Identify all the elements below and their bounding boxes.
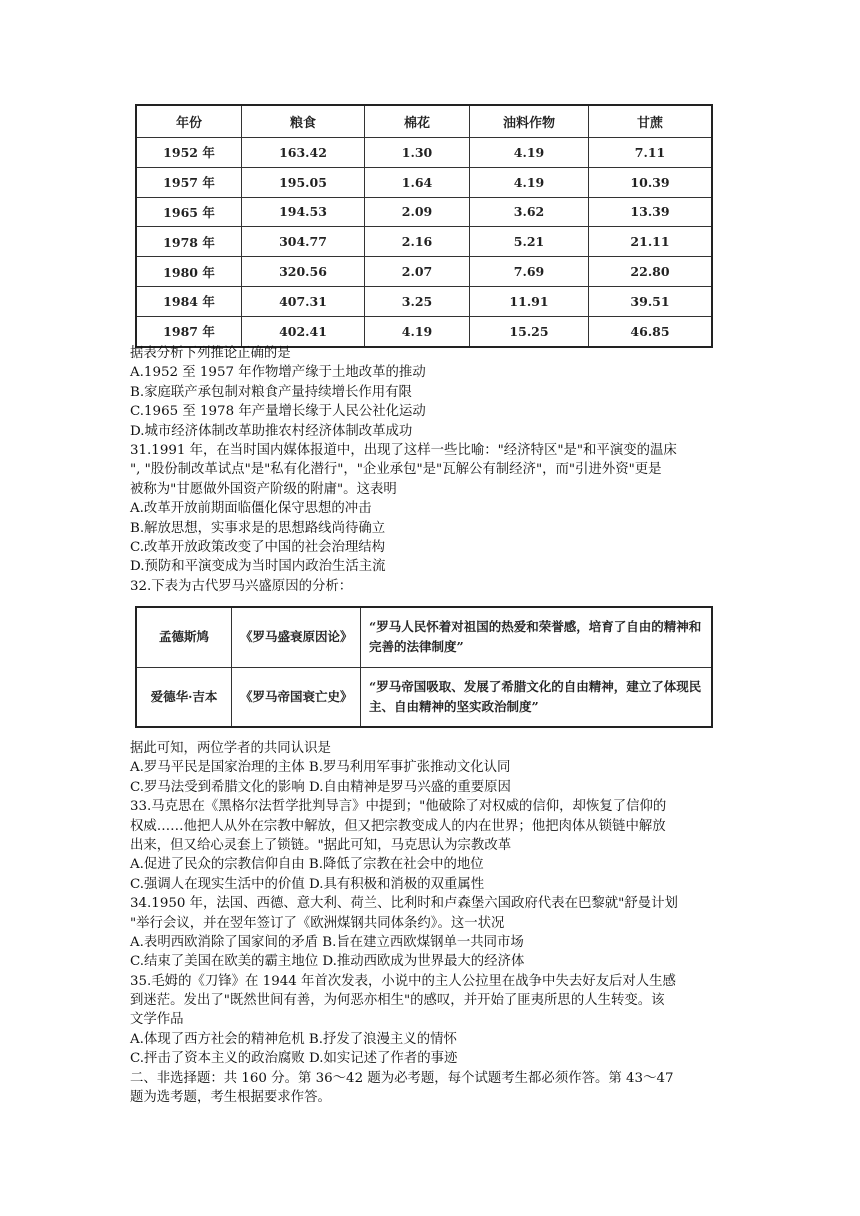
text-line: 34.1950 年，法国、西德、意大利、荷兰、比利时和卢森堡六国政府代表在巴黎就"舒曼计划 xyxy=(130,896,678,912)
text-line: 二、非选择题：共 160 分。第 36～42 题为必考题，每个试题考生都必须作答。第 43～47 xyxy=(130,1070,674,1086)
text-line: D.预防和平演变成为当时国内政治生活主流 xyxy=(130,559,386,575)
text-line: 权威……他把人从外在宗教中解放，但又把宗教变成人的内在世界；他把肉体从锁链中解放 xyxy=(130,818,666,834)
book-cell: 《罗马盛衰原因论》 xyxy=(232,607,361,667)
table-row xyxy=(136,286,712,316)
table-cell: 15.25 xyxy=(470,316,589,346)
table-cell: 1965 年 xyxy=(136,197,242,227)
table-row xyxy=(136,316,712,346)
table-cell: 407.31 xyxy=(242,286,365,316)
text-line: C.改革开放政策改变了中国的社会治理结构 xyxy=(130,539,386,555)
header-oilseed: 油料作物 xyxy=(470,105,589,138)
text-line: C.罗马法受到希腊文化的影响 D.自由精神是罗马兴盛的重要原因 xyxy=(130,779,511,795)
questions-block-2 xyxy=(130,739,678,1107)
table-row xyxy=(136,607,712,667)
text-line: 被称为"甘愿做外国资产阶级的附庸"。这表明 xyxy=(130,481,397,497)
table-cell: 39.51 xyxy=(589,286,713,316)
table-cell: 2.16 xyxy=(365,227,470,257)
crop-output-table xyxy=(135,104,713,348)
table-cell: 2.09 xyxy=(365,197,470,227)
table-cell: 4.19 xyxy=(470,138,589,168)
table-cell: 1.64 xyxy=(365,167,470,197)
text-line: B.家庭联产承包制对粮食产量持续增长作用有限 xyxy=(130,384,412,400)
header-year: 年份 xyxy=(136,105,242,138)
table-cell: 1952 年 xyxy=(136,138,242,168)
author-cell: 爱德华·吉本 xyxy=(136,667,232,727)
table-cell: 304.77 xyxy=(242,227,365,257)
table-cell: 320.56 xyxy=(242,257,365,287)
text-line: 31.1991 年，在当时国内媒体报道中，出现了这样一些比喻："经济特区"是"和平演变的温床 xyxy=(130,442,677,458)
text-line: 33.马克思在《黑格尔法哲学批判导言》中提到；"他破除了对权威的信仰，却恢复了信仰的 xyxy=(130,799,667,815)
text-line: A.体现了西方社会的精神危机 B.抒发了浪漫主义的情怀 xyxy=(130,1031,457,1047)
text-line: A.促进了民众的宗教信仰自由 B.降低了宗教在社会中的地位 xyxy=(130,857,484,873)
text-line: B.解放思想，实事求是的思想路线尚待确立 xyxy=(130,520,386,536)
table-cell: 46.85 xyxy=(589,316,713,346)
table-row xyxy=(136,227,712,257)
text-line: A.罗马平民是国家治理的主体 B.罗马利用军事扩张推动文化认同 xyxy=(130,760,511,776)
text-line: D.城市经济体制改革助推农村经济体制改革成功 xyxy=(130,423,413,439)
rome-analysis-table xyxy=(135,606,713,728)
table-cell: 10.39 xyxy=(589,167,713,197)
text-line: A.表明西欧消除了国家间的矛盾 B.旨在建立西欧煤钢单一共同市场 xyxy=(130,934,524,950)
table-row xyxy=(136,667,712,727)
text-line: 到迷茫。发出了"既然世间有善，为何恶亦相生"的感叹，并开始了匪夷所思的人生转变。该 xyxy=(130,993,665,1009)
table-cell: 5.21 xyxy=(470,227,589,257)
quote-cell: “罗马帝国吸取、发展了希腊文化的自由精神，建立了体现民主、自由精神的坚实政治制度” xyxy=(361,667,713,727)
table-cell: 2.07 xyxy=(365,257,470,287)
table-cell: 163.42 xyxy=(242,138,365,168)
text-line: 题为选考题，考生根据要求作答。 xyxy=(130,1090,331,1106)
table-cell: 1984 年 xyxy=(136,286,242,316)
table-row xyxy=(136,138,712,168)
text-line: C.1965 至 1978 年产量增长缘于人民公社化运动 xyxy=(130,404,426,420)
table-row xyxy=(136,167,712,197)
text-line: 文学作品 xyxy=(130,1012,184,1028)
table-cell: 1978 年 xyxy=(136,227,242,257)
text-line: "举行会议，并在翌年签订了《欧洲煤钢共同体条约》。这一状况 xyxy=(130,915,505,931)
table-cell: 3.62 xyxy=(470,197,589,227)
text-line: A.改革开放前期面临僵化保守思想的冲击 xyxy=(130,501,372,517)
header-sugarcane: 甘蔗 xyxy=(589,105,713,138)
text-line: C.抨击了资本主义的政治腐败 D.如实记述了作者的事迹 xyxy=(130,1051,458,1067)
table-header-row xyxy=(136,105,712,138)
table-cell: 3.25 xyxy=(365,286,470,316)
table-row xyxy=(136,257,712,287)
table-row xyxy=(136,197,712,227)
table-cell: 195.05 xyxy=(242,167,365,197)
text-line: 35.毛姆的《刀锋》在 1944 年首次发表，小说中的主人公拉里在战争中失去好友后对人生感 xyxy=(130,973,676,989)
table-cell: 1957 年 xyxy=(136,167,242,197)
text-line: C.结束了美国在欧美的霸主地位 D.推动西欧成为世界最大的经济体 xyxy=(130,954,525,970)
table-cell: 1980 年 xyxy=(136,257,242,287)
text-line: 出来，但又给心灵套上了锁链。"据此可知，马克思认为宗教改革 xyxy=(130,837,512,853)
table-cell: 21.11 xyxy=(589,227,713,257)
quote-cell: “罗马人民怀着对祖国的热爱和荣誉感，培育了自由的精神和完善的法律制度” xyxy=(361,607,713,667)
text-line: A.1952 至 1957 年作物增产缘于土地改革的推动 xyxy=(130,365,426,381)
table-cell: 7.11 xyxy=(589,138,713,168)
table-cell: 13.39 xyxy=(589,197,713,227)
header-cotton: 棉花 xyxy=(365,105,470,138)
text-line: ", "股份制改革试点"是"私有化潜行"，"企业承包"是"瓦解公有制经济"，而"引进外资"更是 xyxy=(130,462,662,478)
table-cell: 4.19 xyxy=(470,167,589,197)
table-cell: 194.53 xyxy=(242,197,365,227)
text-line: 据此可知，两位学者的共同认识是 xyxy=(130,741,331,756)
table-cell: 4.19 xyxy=(365,316,470,346)
table-cell: 7.69 xyxy=(470,257,589,287)
text-line: 32.下表为古代罗马兴盛原因的分析： xyxy=(130,578,353,594)
text-line: C.强调人在现实生活中的价值 D.具有积极和消极的双重属性 xyxy=(130,876,485,892)
text-line: 据表分析下列推论正确的是 xyxy=(130,346,291,361)
table-cell: 1987 年 xyxy=(136,316,242,346)
author-cell: 孟德斯鸠 xyxy=(136,607,232,667)
table-cell: 402.41 xyxy=(242,316,365,346)
book-cell: 《罗马帝国衰亡史》 xyxy=(232,667,361,727)
header-grain: 粮食 xyxy=(242,105,365,138)
table-cell: 1.30 xyxy=(365,138,470,168)
questions-block-1 xyxy=(130,344,677,596)
table-cell: 22.80 xyxy=(589,257,713,287)
table-cell: 11.91 xyxy=(470,286,589,316)
